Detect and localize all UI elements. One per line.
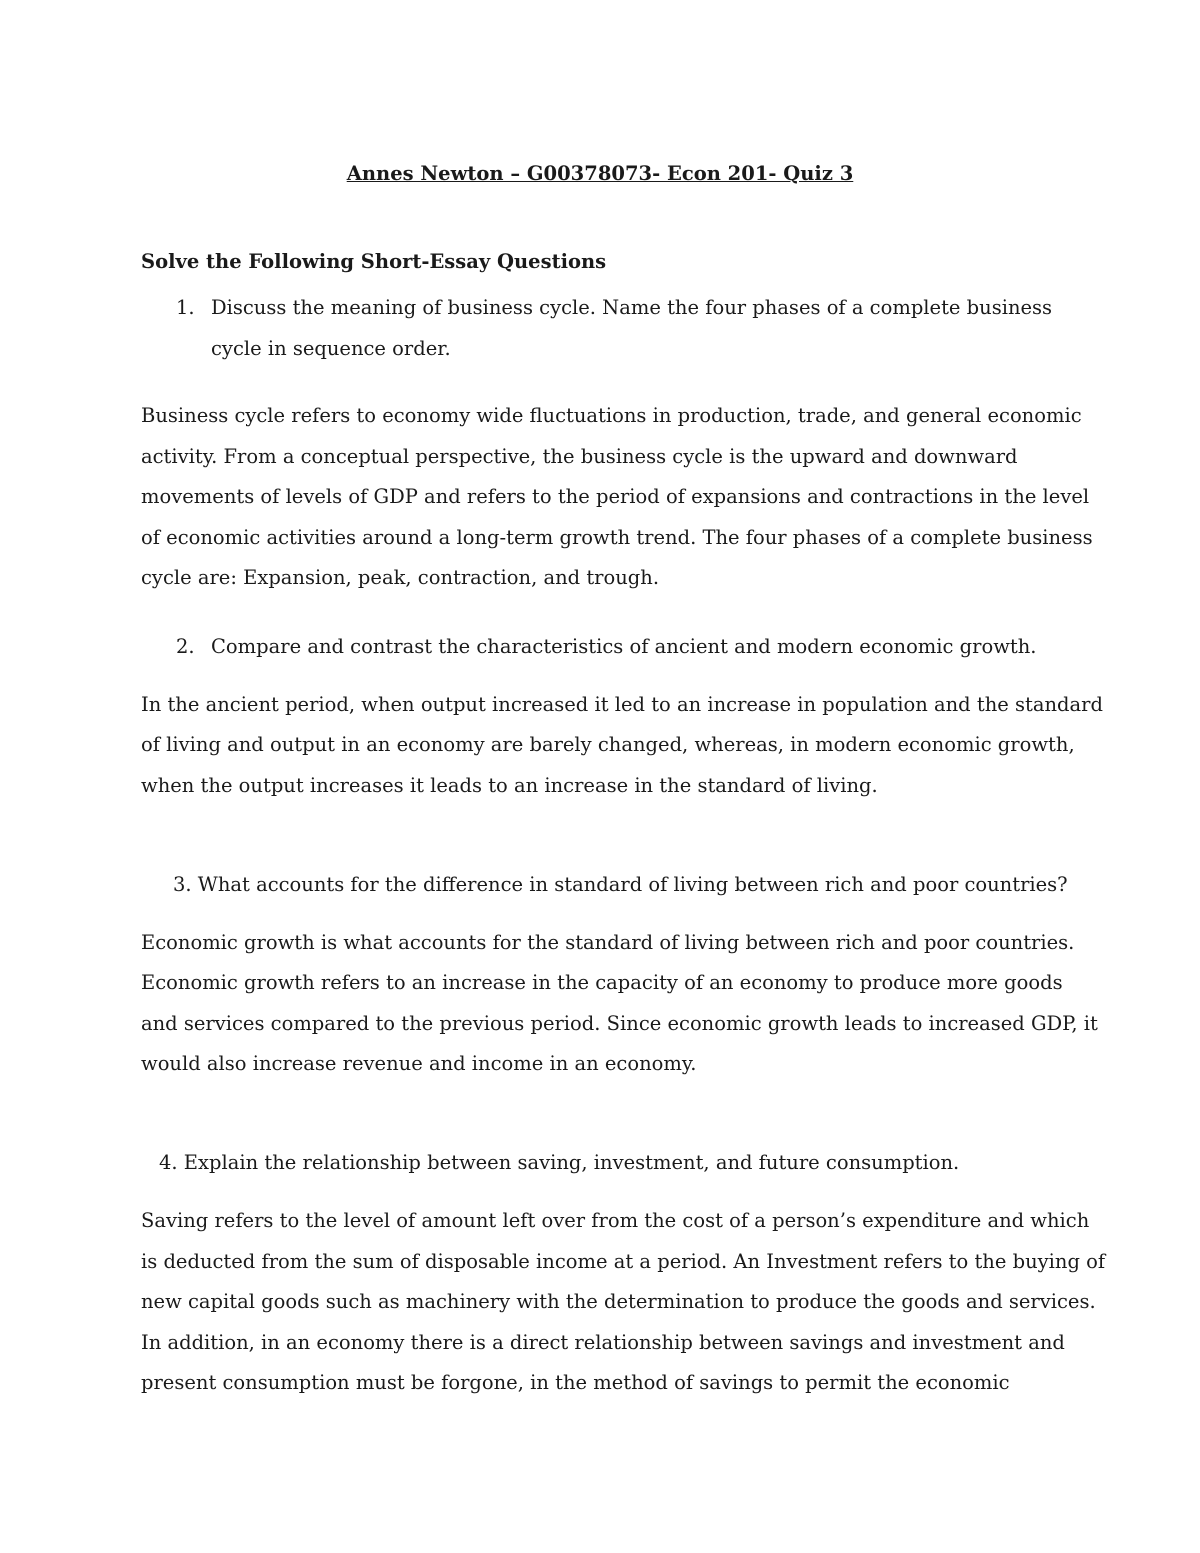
answer-1-line-2: activity. From a conceptual perspective, the business cycle is the upward and downward xyxy=(141,445,1018,468)
answer-3-line-4: would also increase revenue and income in an economy. xyxy=(141,1052,697,1075)
question-4-line-1: 4. Explain the relationship between saving, investment, and future consumption. xyxy=(159,1151,960,1174)
answer-1-line-1: Business cycle refers to economy wide fluctuations in production, trade, and general economic xyxy=(141,404,1082,427)
document-title: Annes Newton – G00378073- Econ 201- Quiz 3 xyxy=(346,162,854,185)
answer-2-line-2: of living and output in an economy are barely changed, whereas, in modern economic growth, xyxy=(141,733,1075,756)
answer-4-line-4: In addition, in an economy there is a direct relationship between savings and investment and xyxy=(141,1331,1065,1354)
answer-3-line-3: and services compared to the previous period. Since economic growth leads to increased GDP, it xyxy=(141,1012,1098,1035)
answer-4-line-5: present consumption must be forgone, in the method of savings to permit the economic xyxy=(141,1371,1010,1394)
answer-4-line-2: is deducted from the sum of disposable income at a period. An Investment refers to the buying of xyxy=(141,1250,1106,1273)
answer-3-line-1: Economic growth is what accounts for the standard of living between rich and poor countries. xyxy=(141,931,1075,954)
answer-1-line-4: of economic activities around a long-term growth trend. The four phases of a complete business xyxy=(141,526,1093,549)
question-1-line-1: Discuss the meaning of business cycle. Name the four phases of a complete business xyxy=(211,296,1053,319)
question-2-line-1: Compare and contrast the characteristics of ancient and modern economic growth. xyxy=(211,635,1037,658)
question-2-number: 2. xyxy=(176,635,195,658)
section-heading: Solve the Following Short-Essay Questions xyxy=(141,250,607,273)
answer-4-line-1: Saving refers to the level of amount left over from the cost of a person’s expenditure and which xyxy=(141,1209,1090,1232)
answer-4-line-3: new capital goods such as machinery with the determination to produce the goods and services. xyxy=(141,1290,1096,1313)
answer-3-line-2: Economic growth refers to an increase in the capacity of an economy to produce more goods xyxy=(141,971,1063,994)
question-3-line-1: 3. What accounts for the difference in standard of living between rich and poor countries? xyxy=(173,873,1068,896)
question-1-number: 1. xyxy=(176,296,195,319)
question-1-line-2: cycle in sequence order. xyxy=(211,337,451,360)
answer-1-line-3: movements of levels of GDP and refers to the period of expansions and contractions in the level xyxy=(141,485,1090,508)
answer-1-line-5: cycle are: Expansion, peak, contraction, and trough. xyxy=(141,566,660,589)
answer-2-line-1: In the ancient period, when output increased it led to an increase in population and the standard xyxy=(141,693,1103,716)
answer-2-line-3: when the output increases it leads to an increase in the standard of living. xyxy=(141,774,878,797)
